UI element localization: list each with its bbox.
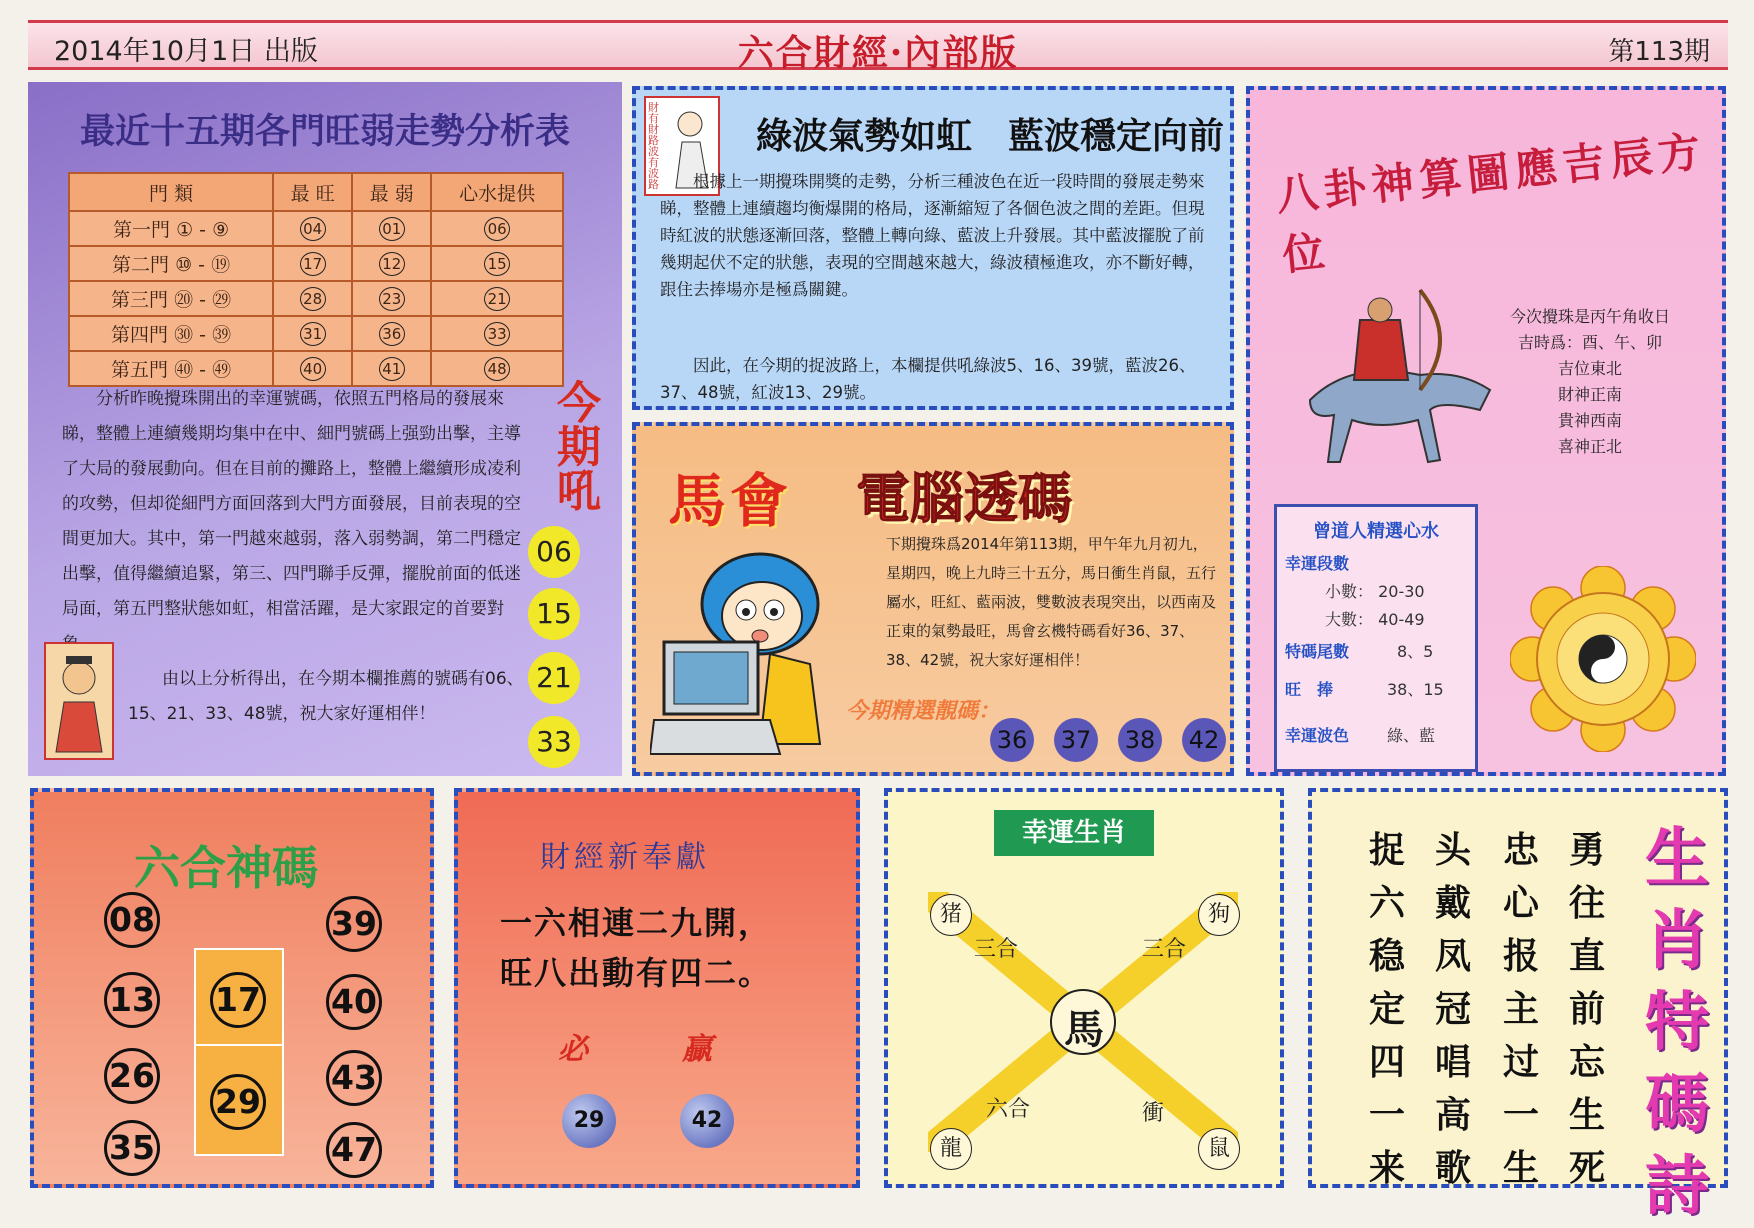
trend-table — [68, 172, 564, 387]
poem-panel — [1308, 788, 1728, 1224]
bagua-panel — [1246, 86, 1726, 776]
tips-key: 幸運段數 — [1285, 554, 1350, 573]
liuhe-title: 六合神碼 — [134, 841, 318, 895]
tips-value: 38、15 — [1387, 680, 1444, 699]
masthead — [28, 20, 1728, 74]
relation-label: 六合 — [986, 1097, 1031, 1122]
table-row — [69, 316, 563, 351]
pick-cell: 06 — [484, 217, 510, 241]
wave-stamp: 財有財路 波有波路 — [644, 96, 720, 196]
info-line: 吉位東北 — [1557, 359, 1622, 378]
row-label: 第一門 ① - ⑨ — [69, 211, 273, 246]
max-cell: 40 — [300, 357, 326, 381]
number-ball: 26 — [104, 1048, 160, 1104]
info-line: 今次攪珠是丙午角收日 — [1509, 307, 1670, 326]
number-ball: 40 — [326, 974, 382, 1030]
tips-value: 綠、藍 — [1387, 726, 1436, 745]
poem-column: 捉 六 稳 定 四 一 来 — [1368, 829, 1405, 1189]
bagua-title: 八卦神算圖應吉辰方位 — [1273, 126, 1709, 280]
poem-column: 忠 心 报 主 过 一 生 — [1502, 829, 1539, 1189]
tips-value: 8、5 — [1397, 642, 1434, 661]
min-cell: 23 — [379, 287, 405, 311]
number-ball: 35 — [104, 1120, 160, 1176]
tips-key: 幸運波色 — [1285, 726, 1350, 745]
tips-box: 曾道人精選心水 幸運段數 小數： 20-30 大數： 40-49 特碼尾數 8、5 旺 捧 38、15 幸運波色 綠、藍 — [1274, 504, 1478, 772]
trend-conclusion: 由以上分析得出，在今期本欄推薦的號碼有06、15、21、33、48號，祝大家好運相伴！ — [128, 669, 524, 724]
row-label: 第四門 ㉚ - ㊴ — [69, 316, 273, 351]
cartoon-computer-icon — [650, 544, 860, 764]
auspicious-info — [1490, 304, 1690, 460]
trend-header-row — [69, 173, 563, 211]
tips-key: 特碼尾數 — [1285, 642, 1350, 661]
number-ball: 29 — [562, 1094, 616, 1148]
shout-ball: 33 — [528, 716, 580, 768]
row-label: 第五門 ㊵ - ㊾ — [69, 351, 273, 386]
number-ball: 08 — [104, 892, 160, 948]
zodiac-dragon: 龍 — [930, 1128, 972, 1170]
min-cell: 36 — [379, 322, 405, 346]
relation-label: 三合 — [1142, 937, 1187, 962]
god-figure-icon — [44, 642, 114, 760]
picks-label: 今期精選靚碼： — [846, 699, 1001, 724]
col-header: 門 類 — [69, 173, 273, 211]
jockey-club-title: 馬會 — [668, 467, 793, 535]
must-label: 必 — [558, 1032, 588, 1067]
bagua-wheel-icon — [1510, 566, 1696, 752]
shout-label: 今期吼 — [557, 378, 601, 517]
verse-line: 一六相連二九開， — [500, 904, 773, 942]
pick-cell: 15 — [484, 252, 510, 276]
col-header: 最 弱 — [352, 173, 431, 211]
poem-title: 生 肖 特 碼 詩 — [1645, 821, 1709, 1224]
computer-text: 下期攪珠爲2014年第113期，甲午年九月初九，星期四，晚上九時三十五分，馬日衝生肖鼠，五行屬水，旺紅、藍兩波，雙數波表現突出，以西南及正東的氣勢最旺，馬會玄機特碼看好36、37、38、42號，祝大家好運相伴！ — [886, 535, 1217, 669]
pick-ball: 37 — [1054, 718, 1098, 762]
number-ball: 42 — [680, 1094, 734, 1148]
pick-cell: 21 — [484, 287, 510, 311]
row-label: 第二門 ⑩ - ⑲ — [69, 246, 273, 281]
pick-ball: 36 — [990, 718, 1034, 762]
row-label: 第三門 ⑳ - ㉙ — [69, 281, 273, 316]
number-ball: 17 — [210, 972, 266, 1028]
wave-panel — [632, 86, 1234, 410]
col-header: 心水提供 — [431, 173, 563, 211]
zodiac-title: 幸運生肖 — [994, 810, 1154, 856]
pick-ball: 42 — [1182, 718, 1226, 762]
pick-ball: 38 — [1118, 718, 1162, 762]
min-cell: 41 — [379, 357, 405, 381]
poem-column: 头 戴 凤 冠 唱 高 歌 — [1434, 829, 1471, 1189]
caijing-panel — [454, 788, 860, 1188]
win-label: 贏 — [682, 1032, 712, 1067]
tips-title: 曾道人精選心水 — [1313, 521, 1439, 542]
max-cell: 04 — [300, 217, 326, 241]
shout-ball: 06 — [528, 526, 580, 578]
trend-analysis: 分析昨晚攪珠開出的幸運號碼，依照五門格局的發展來睇，整體上連續幾期均集中在中、細門號碼上强勁出擊，主導了大局的發展動向。但在目前的攤路上，整體上繼續形成凌利的攻勢，但却從細門方面回落到大門方面發展，目前表現的空間更加大。其中，第一門越來越弱，落入弱勢調，第二門穩定出擊，值得繼續追緊，第三、四門聯手反彈，擺脫前面的低迷局面，第五門整狀態如虹，相當活躍，是大家跟定的首要對 — [62, 389, 521, 619]
table-row — [69, 246, 563, 281]
max-cell: 31 — [300, 322, 326, 346]
table-row — [69, 351, 563, 386]
info-line: 財神正南 — [1557, 385, 1622, 404]
issue-number: 第113期 — [1608, 37, 1710, 67]
caijing-title: 財經新奉獻 — [540, 840, 710, 875]
zodiac-panel — [884, 788, 1284, 1188]
max-cell: 28 — [300, 287, 326, 311]
wave-title: 綠波氣勢如虹 藍波穩定向前 — [756, 115, 1225, 157]
wave-paragraph: 根據上一期攪珠開獎的走勢，分析三種波色在近一段時間的發展走勢來睇，整體上連續趨均衡爆開的格局，逐漸縮短了各個色波之間的差距。但現時紅波的狀態逐漸回落，整體上轉向綠、藍波上升發展。其中藍波擺脫了前幾期起伏不定的狀態，表現的空間越來越大，綠波積極進攻，亦不斷好轉，跟住去捧場亦是極爲關鍵。 — [660, 172, 1205, 299]
relation-label: 三合 — [974, 937, 1019, 962]
tips-key: 旺 捧 — [1285, 680, 1334, 699]
max-cell: 17 — [300, 252, 326, 276]
zodiac-center: 馬 — [1064, 1006, 1104, 1053]
table-row — [69, 281, 563, 316]
trend-title: 最近十五期各門旺弱走勢分析表 — [79, 111, 570, 152]
info-line: 吉時爲：酉、午、卯 — [1517, 333, 1662, 352]
col-header: 最 旺 — [273, 173, 352, 211]
trend-panel — [28, 82, 622, 776]
number-ball: 43 — [326, 1050, 382, 1106]
publish-date: 2014年10月1日 出版 — [54, 36, 318, 67]
zodiac-dog: 狗 — [1198, 894, 1240, 936]
masthead-title: 六合財經·內部版 — [737, 32, 1019, 74]
archer-horse-icon — [1290, 280, 1510, 470]
info-line: 貴神西南 — [1557, 411, 1622, 430]
min-cell: 01 — [379, 217, 405, 241]
number-ball: 47 — [326, 1122, 382, 1178]
number-ball: 29 — [210, 1074, 266, 1130]
pick-cell: 33 — [484, 322, 510, 346]
liuhe-panel — [30, 788, 434, 1188]
number-ball: 39 — [326, 896, 382, 952]
number-ball: 13 — [104, 972, 160, 1028]
min-cell: 12 — [379, 252, 405, 276]
poem-column: 勇 往 直 前 忘 生 死 — [1568, 829, 1605, 1189]
pick-cell: 48 — [484, 357, 510, 381]
info-line: 喜神正北 — [1557, 437, 1622, 456]
relation-label: 衝 — [1142, 1101, 1165, 1126]
shout-ball: 21 — [528, 652, 580, 704]
shout-ball: 15 — [528, 588, 580, 640]
wave-conclusion: 因此，在今期的捉波路上，本欄提供吼綠波5、16、39號，藍波26、37、48號，紅波13、29號。 — [660, 356, 1196, 402]
computer-panel — [632, 422, 1234, 776]
verse-line: 旺八出動有四二。 — [500, 954, 773, 992]
computer-code-title: 電腦透碼 — [856, 466, 1072, 530]
table-row — [69, 211, 563, 246]
zodiac-rat: 鼠 — [1198, 1128, 1240, 1170]
zodiac-pig: 猪 — [930, 894, 972, 936]
